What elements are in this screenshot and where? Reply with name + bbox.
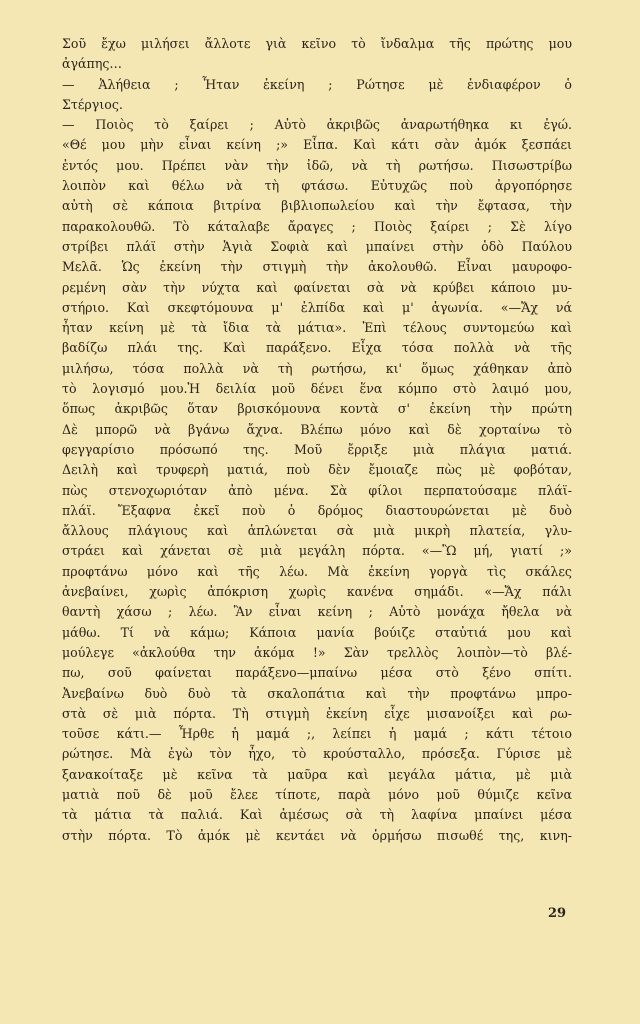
text-line: πὼς στενοχωριόταν ἀπὸ μένα. Σὰ φίλοι περπατούσαμε πλάϊ- (62, 482, 572, 498)
text-line: στράει καὶ χάνεται σὲ μιὰ μεγάλη πόρτα. «—Ὢ μή, γιατί ;» (62, 543, 572, 559)
text-line: τὰ μάτια τὰ παλιά. Καὶ ἀμέσως σὰ τὴ λαφίνα μπαίνει μέσα (62, 807, 572, 823)
text-line: λοιπὸν καὶ θέλω νὰ τὴ φτάσω. Εὐτυχῶς ποὺ ἀργοπόρησε (62, 178, 572, 194)
text-line: ἀνεβαίνει, χωρὶς ἀπόκριση χωρὶς κανένα σημάδι. «—Ἄχ πάλι (62, 584, 572, 600)
text-line: βαδίζω πλάι της. Καὶ παράξενο. Εἶχα τόσα πολλὰ νὰ τῆς (62, 340, 572, 356)
text-line: ρώτησε. Μὰ ἐγὼ τὸν ἦχο, τὸ κρούσταλλο, πρόσεξα. Γύρισε μὲ (62, 746, 572, 762)
text-line: στρίβει πλάϊ στὴν Ἁγιὰ Σοφιὰ καὶ μπαίνει στὴν ὁδὸ Παύλου (62, 238, 572, 254)
text-line: τοῦσε κάτι.— Ἦρθε ἡ μαμά ;, λείπει ἡ μαμά ; κάτι τέτοιο (62, 726, 572, 742)
text-line: αὐτὴ σὲ κάποια βιτρίνα βιβλιοπωλείου καὶ τὴν ἔφτασα, τὴν (62, 198, 572, 214)
text-line: φεγγαρίσιο πρόσωπό της. Μοῦ ἔρριξε μιὰ πλάγια ματιά. (62, 441, 572, 457)
text-line: Μελᾶ. Ὡς ἐκείνη τὴν στιγμὴ τὴν ἀκολουθῶ. Εἶναι μαυροφο- (62, 259, 572, 275)
text-line: ξανακοίταξε μὲ κεῖνα τὰ μαῦρα καὶ μεγάλα μάτια, μὲ μιὰ (62, 766, 572, 782)
text-line: στὴν πόρτα. Τὸ ἀμόκ μὲ κεντάει νὰ ὁρμήσω πισωθέ της, κινη- (62, 827, 572, 843)
page-body-text (62, 34, 572, 846)
text-line: Δὲ μπορῶ νὰ βγάνω ἄχνα. Βλέπω μόνο καὶ δὲ χορταίνω τὸ (62, 421, 572, 437)
text-line: θαντὴ χάσω ; λέω. Ἂν εἶναι κείνη ; Αὐτὸ μονάχα ἤθελα νὰ (62, 604, 572, 620)
text-line: προφτάνω μόνο καὶ τῆς λέω. Μὰ ἐκείνη γοργὰ τὶς σκάλες (62, 563, 572, 579)
text-line: πω, σοῦ φαίνεται παράξενο—μπαίνω μέσα στὸ ξένο σπίτι. (62, 665, 572, 681)
page-number: 29 (548, 906, 567, 921)
text-line: ἀγάπης… (62, 56, 123, 72)
text-line: μούλεγε «ἀκλούθα την ἀκόμα !» Σὰν τρελλὸς λοιπὸν—τὸ βλέ- (62, 644, 572, 660)
text-line: στὰ σὲ μιὰ πόρτα. Τὴ στιγμὴ ἐκείνη εἶχε μισανοίξει καὶ ρω- (62, 705, 572, 721)
text-line: Δειλὴ καὶ τρυφερὴ ματιά, ποὺ δὲν ἔμοιαζε πὼς μὲ φοβόταν, (62, 462, 572, 478)
text-line: «Θέ μου μὴν εἶναι κείνη ;» Εἶπα. Καὶ κάτι σὰν ἀμόκ ξεσπάει (62, 137, 572, 153)
text-line: — Ποιὸς τὸ ξαίρει ; Αὐτὸ ἀκριβῶς ἀναρωτήθηκα κι ἐγώ. (62, 117, 572, 133)
text-line: Στέργιος. (62, 96, 123, 112)
text-line: παρακολουθῶ. Τὸ κάταλαβε ἄραγες ; Ποιὸς ξαίρει ; Σὲ λίγο (62, 218, 572, 234)
text-line: τὸ λογισμό μου.Ἡ δειλία μοῦ δένει ἕνα κόμπο στὸ λαιμό μου, (62, 381, 572, 397)
text-line: στήριο. Καὶ σκεφτόμουνα μ' ἐλπίδα καὶ μ' ἀγωνία. «—Ἄχ νά (62, 299, 572, 315)
text-line: — Ἀλήθεια ; Ἦταν ἐκείνη ; Ρώτησε μὲ ἐνδιαφέρον ὁ (62, 76, 572, 92)
text-line: ρεμένη σὰν τὴν νύχτα καὶ φαίνεται σὰ νὰ κρύβει κάποιο μυ- (62, 279, 572, 295)
text-line: ὅπως ἀκριβῶς ὅταν βρισκόμουνα κοντὰ σ' ἐκείνη τὴν πρώτη (62, 401, 572, 417)
text-line: ἐντός μου. Πρέπει νὰν τὴν ἰδῶ, νὰ τὴ ρωτήσω. Πισωστρίβω (62, 157, 572, 173)
text-line: μάθω. Τί νὰ κάμω; Κάποια μανία βούιζε σταὐτιά μου καὶ (62, 624, 572, 640)
text-line: πλάϊ. Ἔξαφνα ἐκεῖ ποὺ ὁ δρόμος διαστουρώνεται μὲ δυὸ (62, 502, 572, 518)
text-line: ματιὰ ποῦ δὲ μοῦ ἔλεε τίποτε, παρὰ μόνο μοῦ θύμιζε κεῖνα (62, 786, 572, 802)
text-line: ἄλλους πλάγιους καὶ ἁπλώνεται σὰ μιὰ μικρὴ πλατεία, γλυ- (62, 523, 572, 539)
text-line: Σοῦ ἔχω μιλήσει ἄλλοτε γιὰ κεῖνο τὸ ἴνδαλμα τῆς πρώτης μου (62, 36, 572, 51)
text-line: ἦταν κείνη μὲ τὰ ἴδια τὰ μάτια». Ἐπὶ τέλους συντομεύω καὶ (62, 320, 572, 336)
text-line: μιλήσω, τόσα πολλὰ νὰ τὴ ρωτήσω, κι' ὅμως χάθηκαν ἀπὸ (62, 360, 572, 376)
text-line: Ἀνεβαίνω δυὸ δυὸ τὰ σκαλοπάτια καὶ τὴν προφτάνω μπρο- (62, 685, 572, 701)
